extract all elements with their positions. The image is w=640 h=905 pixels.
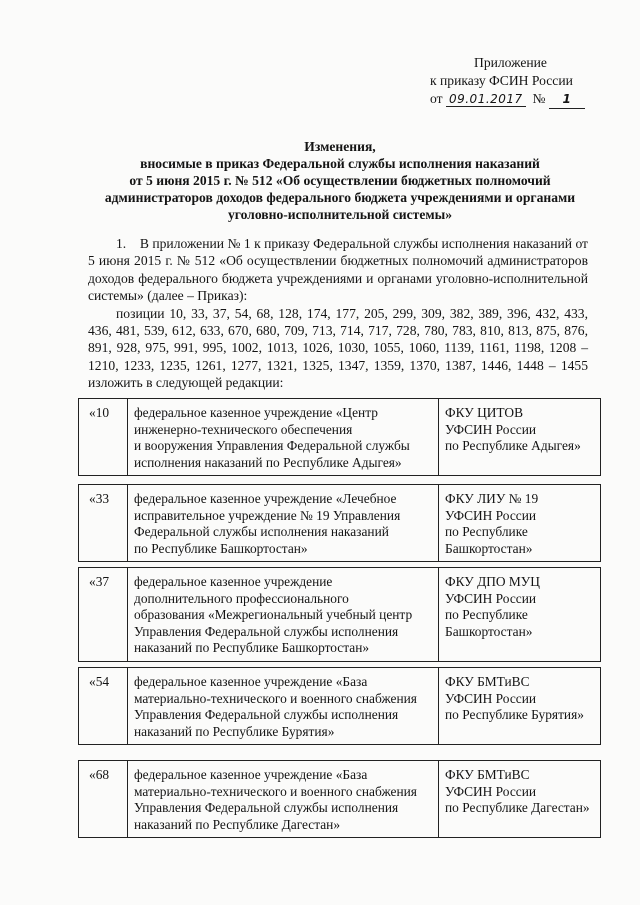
institution-short-name: ФКУ ЦИТОВ УФСИН России по Республике Адыгея» [439,399,601,476]
title-line: от 5 июня 2015 г. № 512 «Об осуществлении бюджетных полномочий [129,173,551,188]
institution-short-name: ФКУ ЛИУ № 19 УФСИН России по Республике Башкортостан» [439,485,601,562]
title-line: уголовно-исполнительной системы» [227,207,453,222]
appendix-label: Приложение [474,55,547,70]
appendix-header [418,54,618,109]
title-line: вносимые в приказ Федеральной службы исполнения наказаний [140,156,540,171]
body-paragraph [88,235,588,392]
institution-short-name: ФКУ БМТиВС УФСИН России по Республике Бурятия» [439,668,601,745]
institution-name: федеральное казенное учреждение «База материально-технического и военного снабжения Управления Федеральной службы исполнения наказаний по Республике Бурятия» [128,668,439,745]
paragraph-intro: 1. В приложении № 1 к приказу Федеральной службы исполнения наказаний от 5 июня 2015 г. № 512 «Об осуществлении бюджетных полномочий администраторов доходов федерального бюджета учреждениями и органами уголовно-исполнительной системы» (далее – Приказ): [88,236,588,304]
institution-name: федеральное казенное учреждение «Лечебное исправительное учреждение № 19 Управления Федеральной службы исполнения наказаний по Республике Башкортостан» [128,485,439,562]
order-date-number [418,90,618,109]
handwritten-date: 09.01.2017 [446,92,526,107]
table-row [78,567,601,662]
table-row [78,484,601,562]
handwritten-number: 1 [549,90,585,109]
position-number: «54 [79,668,128,745]
table-row [78,398,601,476]
position-number: «37 [79,568,128,662]
document-title [70,138,610,223]
title-line: Изменения, [304,139,376,154]
institution-name: федеральное казенное учреждение «Центр инженерно-технического обеспечения и вооружения Управления Федеральной службы исполнения наказаний по Республике Адыгея» [128,399,439,476]
table-row [78,760,601,838]
position-number: «33 [79,485,128,562]
date-prefix: от [430,91,443,106]
paragraph-positions: позиции 10, 33, 37, 54, 68, 128, 174, 177, 205, 299, 309, 382, 389, 396, 432, 433, 436, 481, 539, 612, 633, 670, 680, 709, 713, 714, 717, 728, 780, 783, 810, 813, 875, 876, 891, 928, 975, 991, 995, 1002, 1013, 1026, 1030, 1055, 1060, 1139, 1161, 1198, 1208 – 1210, 1233, 1235, 1261, 1277, 1321, 1325, 1347, 1359, 1370, 1387, 1446, 1448 – 1455 изложить в следующей редакции: [88,305,588,391]
institution-name: федеральное казенное учреждение «База материально-технического и военного снабжения Управления Федеральной службы исполнения наказаний по Республике Дагестан» [128,761,439,838]
position-number: «10 [79,399,128,476]
order-reference: к приказу ФСИН России [430,73,573,88]
table-row [78,667,601,745]
institution-name: федеральное казенное учреждение дополнительного профессионального образования «Межрегиональный учебный центр Управления Федеральной службы исполнения наказаний по Республике Башкортостан» [128,568,439,662]
title-line: администраторов доходов федерального бюджета учреждениями и органами [104,190,576,205]
number-prefix: № [532,91,546,106]
position-number: «68 [79,761,128,838]
institution-short-name: ФКУ БМТиВС УФСИН России по Республике Дагестан» [439,761,601,838]
institution-short-name: ФКУ ДПО МУЦ УФСИН России по Республике Башкортостан» [439,568,601,662]
